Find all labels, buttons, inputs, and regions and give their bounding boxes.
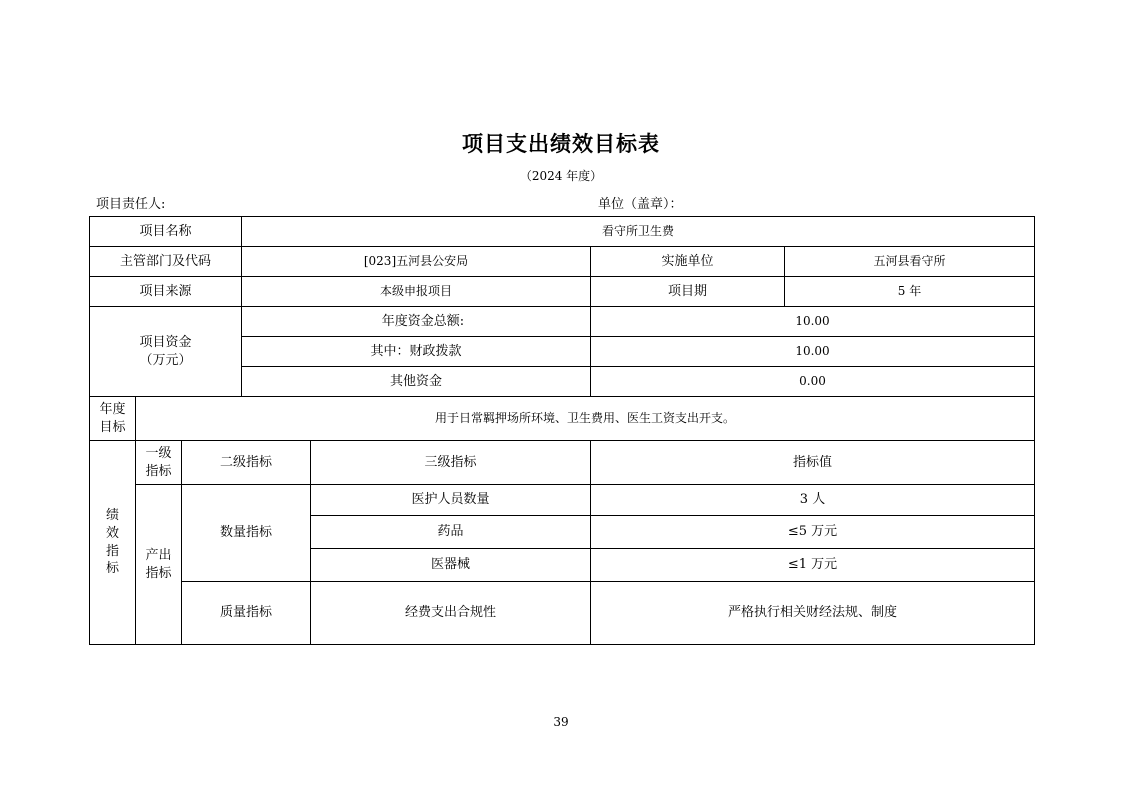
- year-subtitle: （2024 年度）: [519, 169, 603, 183]
- indicator-name: 经费支出合规性: [311, 582, 591, 645]
- level3-indicator-header: 三级指标: [311, 441, 591, 485]
- performance-label-char: 效: [105, 525, 119, 541]
- annual-goal-label: [90, 397, 136, 441]
- indicator-name: 医护人员数量: [311, 485, 591, 516]
- indicator-name: 医器械: [311, 549, 591, 582]
- performance-indicators-label: [90, 441, 136, 645]
- annual-goal-label-line2: 目标: [99, 419, 126, 435]
- level2-indicator-header: 二级指标: [182, 441, 311, 485]
- performance-label-char: 指: [105, 543, 119, 559]
- level1-header-line2: 指标: [145, 463, 172, 479]
- table-row: [90, 485, 1035, 516]
- indicator-value: ≤1 万元: [591, 549, 1035, 582]
- responsible-person-label: 项目责任人:: [96, 197, 166, 212]
- performance-label-char: 绩: [105, 508, 119, 524]
- project-funds-label-line1: 项目资金: [139, 334, 192, 350]
- project-source-value: 本级申报项目: [242, 277, 591, 307]
- annual-goal-text: 用于日常羁押场所环境、卫生费用、医生工资支出开支。: [136, 397, 1035, 441]
- row-project-source: [90, 277, 1035, 307]
- row-annual-goal: [90, 397, 1035, 441]
- table-row: [90, 582, 1035, 645]
- fiscal-allocation-value: 10.00: [591, 337, 1035, 367]
- output-indicator-label: [136, 485, 182, 645]
- indicator-value-header: 指标值: [591, 441, 1035, 485]
- output-label-line2: 指标: [145, 565, 172, 581]
- quantity-indicator-label: 数量指标: [182, 485, 311, 582]
- project-period-value: 5 年: [785, 277, 1035, 307]
- level1-header-line1: 一级: [145, 445, 172, 461]
- row-department: [90, 247, 1035, 277]
- indicator-value: ≤5 万元: [591, 516, 1035, 549]
- performance-target-table: [89, 216, 1035, 645]
- row-funds-total: [90, 307, 1035, 337]
- project-funds-label-line2: （万元）: [139, 352, 192, 368]
- output-label-line1: 产出: [145, 547, 172, 563]
- project-name-value: 看守所卫生费: [242, 217, 1035, 247]
- fiscal-allocation-label: 其中：财政拨款: [242, 337, 591, 367]
- project-period-label: 项目期: [591, 277, 785, 307]
- quality-indicator-label: 质量指标: [182, 582, 311, 645]
- indicator-name: 药品: [311, 516, 591, 549]
- page-title: 项目支出绩效目标表: [462, 132, 660, 156]
- annual-goal-label-line1: 年度: [99, 401, 126, 417]
- project-source-label: 项目来源: [90, 277, 242, 307]
- row-indicator-header: [90, 441, 1035, 485]
- row-project-name: [90, 217, 1035, 247]
- level1-indicator-header: [136, 441, 182, 485]
- other-funds-label: 其他资金: [242, 367, 591, 397]
- other-funds-value: 0.00: [591, 367, 1035, 397]
- department-value: [023]五河县公安局: [242, 247, 591, 277]
- page-number: 39: [553, 715, 569, 729]
- indicator-value: 3 人: [591, 485, 1035, 516]
- indicator-value: 严格执行相关财经法规、制度: [591, 582, 1035, 645]
- annual-funds-total-value: 10.00: [591, 307, 1035, 337]
- annual-funds-total-label: 年度资金总额:: [242, 307, 591, 337]
- performance-label-char: 标: [105, 561, 119, 577]
- project-funds-label: [90, 307, 242, 397]
- department-label: 主管部门及代码: [90, 247, 242, 277]
- implementing-unit-value: 五河县看守所: [785, 247, 1035, 277]
- implementing-unit-label: 实施单位: [591, 247, 785, 277]
- project-name-label: 项目名称: [90, 217, 242, 247]
- unit-seal-label: 单位（盖章）：: [598, 197, 683, 212]
